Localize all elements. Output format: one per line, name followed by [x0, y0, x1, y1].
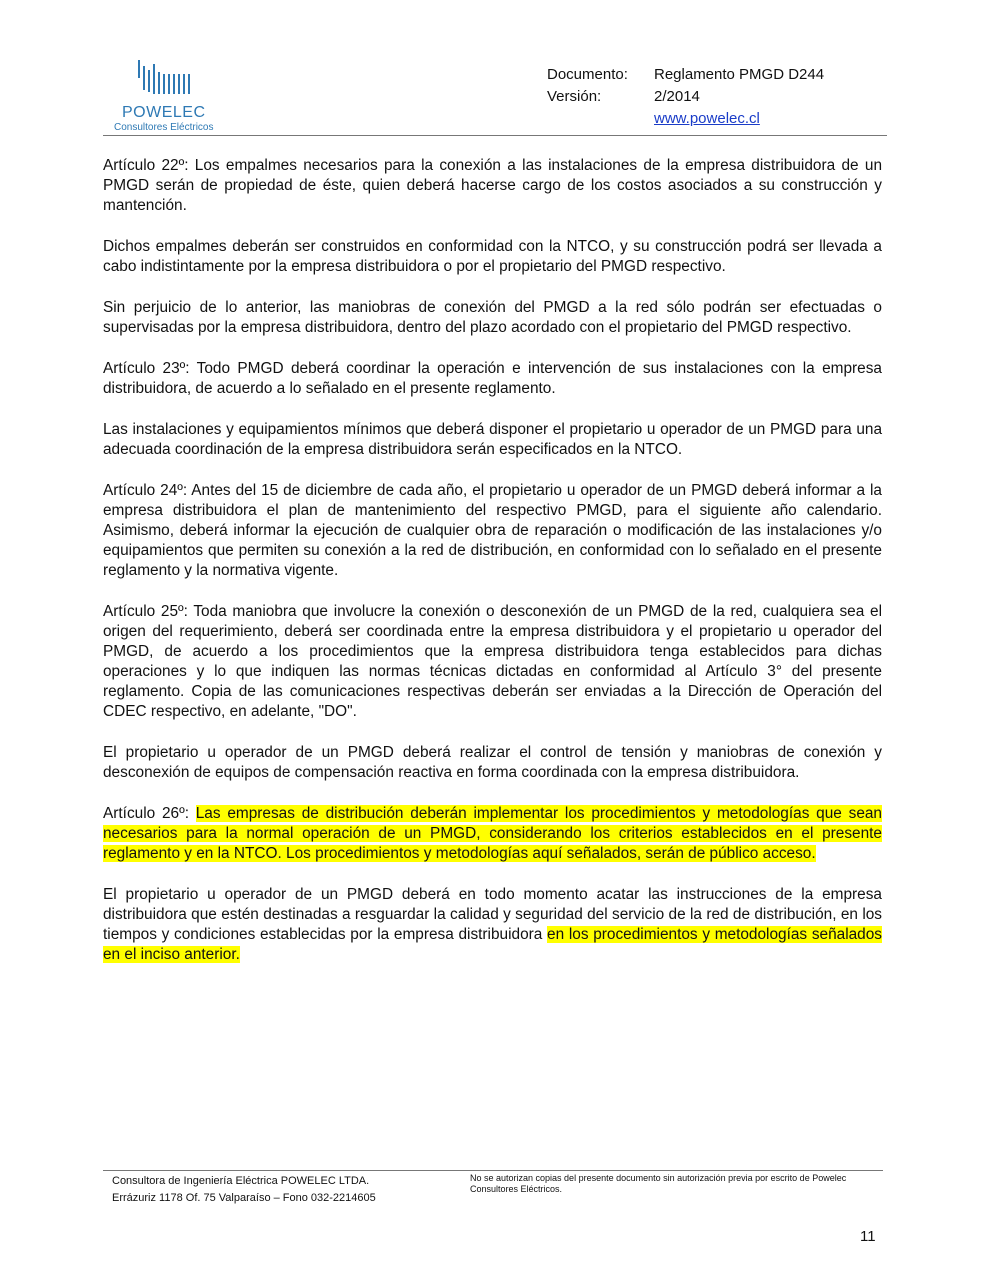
instrucciones-text: El propietario u operador de un PMGD deberá en todo momento acatar las instrucciones de la empresa distribuidora que estén destinadas a resguardar la calidad y seguridad del servicio de la red de distribución, en los tiempos y condiciones establecidas por la empresa distribuidora: [103, 886, 882, 943]
website-link[interactable]: www.powelec.cl: [654, 110, 760, 127]
version-row: [547, 86, 824, 108]
paragraph-articulo-25: Artículo 25º: Toda maniobra que involucre la conexión o desconexión de un PMGD de la red, cualquiera sea el origen del requerimiento, deberá ser coordinada entre la empresa distribuidora y el propietario u operador del PMGD, de acuerdo a los procedimientos que la empresa distribuidora tenga establecidos para dichas operaciones y lo que indiquen las normas técnicas dictadas en conformidad al Artículo 3° del presente reglamento. Copia de las comunicaciones respectivas deberán ser enviadas a la Dirección de Operación del CDEC respectivo, en adelante, "DO".: [103, 603, 882, 720]
website-row: [547, 108, 824, 130]
articulo-26-lead: Artículo 26º:: [103, 805, 196, 822]
logo-name: POWELEC: [122, 104, 206, 121]
powelec-logo: [112, 58, 232, 134]
logo-subtitle: Consultores Eléctricos: [114, 122, 214, 133]
paragraph-instrucciones: [103, 885, 882, 965]
footer-company: Consultora de Ingeniería Eléctrica POWELEC LTDA.: [112, 1175, 370, 1187]
paragraph-empalmes: Dichos empalmes deberán ser construidos en conformidad con la NTCO, y su construcción podrá ser llevada a cabo indistintamente por la empresa distribuidora o por el propietario del PMGD respectivo.: [103, 238, 882, 275]
paragraph-maniobras: Sin perjuicio de lo anterior, las maniobras de conexión del PMGD a la red sólo podrán ser efectuadas o supervisadas por la empresa distribuidora, dentro del plazo acordado con el propietario del PMGD respectivo.: [103, 299, 882, 336]
paragraph-instalaciones: Las instalaciones y equipamientos mínimos que deberá disponer el propietario u operador de un PMGD para una adecuada coordinación de la empresa distribuidora serán especificados en la NTCO.: [103, 421, 882, 458]
footer-divider: [103, 1170, 883, 1171]
page-number: 11: [860, 1228, 876, 1245]
logo-bars-icon: [136, 58, 226, 102]
paragraph-articulo-22: Artículo 22º: Los empalmes necesarios para la conexión a las instalaciones de la empresa distribuidora de un PMGD serán de propiedad de éste, quien deberá hacerse cargo de los costos asociados a su construcción y mantención.: [103, 157, 882, 214]
version-value: 2/2014: [654, 88, 700, 105]
footer-notice: No se autorizan copias del presente documento sin autorización previa por escrito de Powelec Consultores Eléctricos.: [470, 1173, 847, 1194]
version-label: Versión:: [547, 88, 602, 105]
paragraph-articulo-23: Artículo 23º: Todo PMGD deberá coordinar la operación e intervención de sus instalaciones con la empresa distribuidora, de acuerdo a lo señalado en el presente reglamento.: [103, 360, 882, 397]
paragraph-control-tension: El propietario u operador de un PMGD deberá realizar el control de tensión y maniobras de conexión y desconexión de equipos de compensación reactiva en forma coordinada con la empresa distribuidora.: [103, 744, 882, 781]
footer-company-info: [112, 1173, 376, 1207]
instrucciones-highlight: en los procedimientos y metodologías señalados en el inciso anterior.: [103, 926, 882, 963]
paragraph-articulo-24: Artículo 24º: Antes del 15 de diciembre de cada año, el propietario u operador de un PMGD deberá informar a la empresa distribuidora el plan de mantenimiento del respectivo PMGD, para el siguiente año calendario. Asimismo, deberá informar la ejecución de cualquier obra de reparación o modificación de las instalaciones y/o equipamientos que permiten su conexión a la red de distribución, en conformidad con lo señalado en el presente reglamento y la normativa vigente.: [103, 482, 882, 579]
footer-address: Errázuriz 1178 Of. 75 Valparaíso – Fono 032-2214605: [112, 1192, 376, 1204]
articulo-26-highlight: Las empresas de distribución deberán implementar los procedimientos y metodologías que sean necesarios para la normal operación de un PMGD, considerando los criterios establecidos en el presente reglamento y en la NTCO. Los procedimientos y metodologías aquí señalados, serán de público acceso.: [103, 805, 882, 862]
paragraph-articulo-26: [103, 804, 882, 864]
website-label-spacer: [547, 108, 654, 130]
document-body: [103, 156, 882, 986]
document-label: Documento:: [547, 66, 628, 83]
document-row: [547, 64, 824, 86]
header-divider: [103, 135, 887, 136]
document-value: Reglamento PMGD D244: [654, 66, 825, 83]
document-meta: [547, 64, 824, 130]
